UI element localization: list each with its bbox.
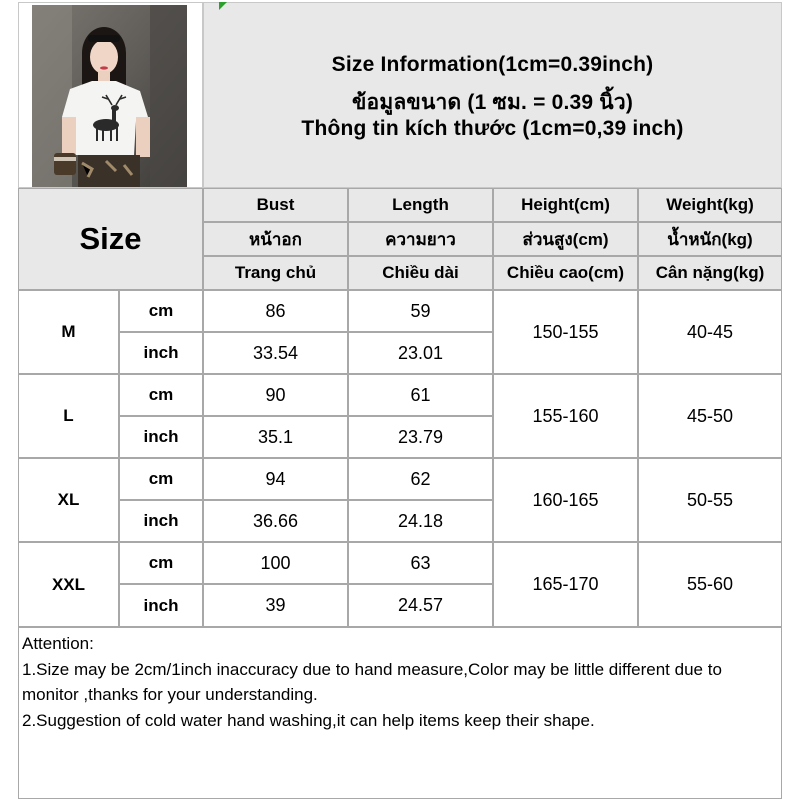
size-label-xl: XL <box>18 458 119 542</box>
length-cm: 59 <box>348 290 493 332</box>
col-weight-th: น้ำหนัก(kg) <box>638 222 782 256</box>
title-block <box>203 2 782 188</box>
col-weight-en: Weight(kg) <box>638 188 782 222</box>
col-height-vi: Chiều cao(cm) <box>493 256 638 290</box>
model-photo <box>32 5 187 187</box>
weight-range: 40-45 <box>638 290 782 374</box>
bust-inch: 35.1 <box>203 416 348 458</box>
weight-range: 55-60 <box>638 542 782 627</box>
bust-inch: 36.66 <box>203 500 348 542</box>
unit-cm: cm <box>119 374 203 416</box>
title-vietnamese: Thông tin kích thước (1cm=0,39 inch) <box>301 117 684 140</box>
bust-cm: 90 <box>203 374 348 416</box>
col-bust-vi: Trang chủ <box>203 256 348 290</box>
length-inch: 24.18 <box>348 500 493 542</box>
size-chart <box>18 2 782 799</box>
height-range: 150-155 <box>493 290 638 374</box>
attention-notes <box>18 627 782 799</box>
unit-cm: cm <box>119 542 203 584</box>
unit-inch: inch <box>119 332 203 374</box>
bust-cm: 100 <box>203 542 348 584</box>
unit-cm: cm <box>119 458 203 500</box>
unit-inch: inch <box>119 416 203 458</box>
bust-cm: 94 <box>203 458 348 500</box>
bust-inch: 39 <box>203 584 348 627</box>
length-cm: 61 <box>348 374 493 416</box>
col-length-th: ความยาว <box>348 222 493 256</box>
length-inch: 23.01 <box>348 332 493 374</box>
bust-cm: 86 <box>203 290 348 332</box>
title-english: Size Information(1cm=0.39inch) <box>331 53 654 76</box>
size-label-xxl: XXL <box>18 542 119 627</box>
height-range: 160-165 <box>493 458 638 542</box>
col-length-vi: Chiều dài <box>348 256 493 290</box>
unit-cm: cm <box>119 290 203 332</box>
green-corner-mark-icon <box>219 2 227 10</box>
unit-inch: inch <box>119 500 203 542</box>
length-cm: 63 <box>348 542 493 584</box>
notes-heading: Attention: <box>22 634 94 653</box>
length-inch: 23.79 <box>348 416 493 458</box>
col-height-th: ส่วนสูง(cm) <box>493 222 638 256</box>
height-range: 155-160 <box>493 374 638 458</box>
height-range: 165-170 <box>493 542 638 627</box>
weight-range: 50-55 <box>638 458 782 542</box>
size-label-l: L <box>18 374 119 458</box>
size-header: Size <box>18 188 203 290</box>
size-label-m: M <box>18 290 119 374</box>
weight-range: 45-50 <box>638 374 782 458</box>
notes-line-2: 2.Suggestion of cold water hand washing,it can help items keep their shape. <box>22 710 595 730</box>
col-bust-en: Bust <box>203 188 348 222</box>
col-height-en: Height(cm) <box>493 188 638 222</box>
col-weight-vi: Cân nặng(kg) <box>638 256 782 290</box>
title-thai: ข้อมูลขนาด (1 ซม. = 0.39 นิ้ว) <box>351 91 634 114</box>
unit-inch: inch <box>119 584 203 627</box>
notes-line-1: 1.Size may be 2cm/1inch inaccuracy due to hand measure,Color may be little different due to monitor ,thanks for your understanding. <box>22 659 722 704</box>
length-cm: 62 <box>348 458 493 500</box>
col-bust-th: หน้าอก <box>203 222 348 256</box>
length-inch: 24.57 <box>348 584 493 627</box>
photo-cell <box>18 2 203 188</box>
bust-inch: 33.54 <box>203 332 348 374</box>
col-length-en: Length <box>348 188 493 222</box>
